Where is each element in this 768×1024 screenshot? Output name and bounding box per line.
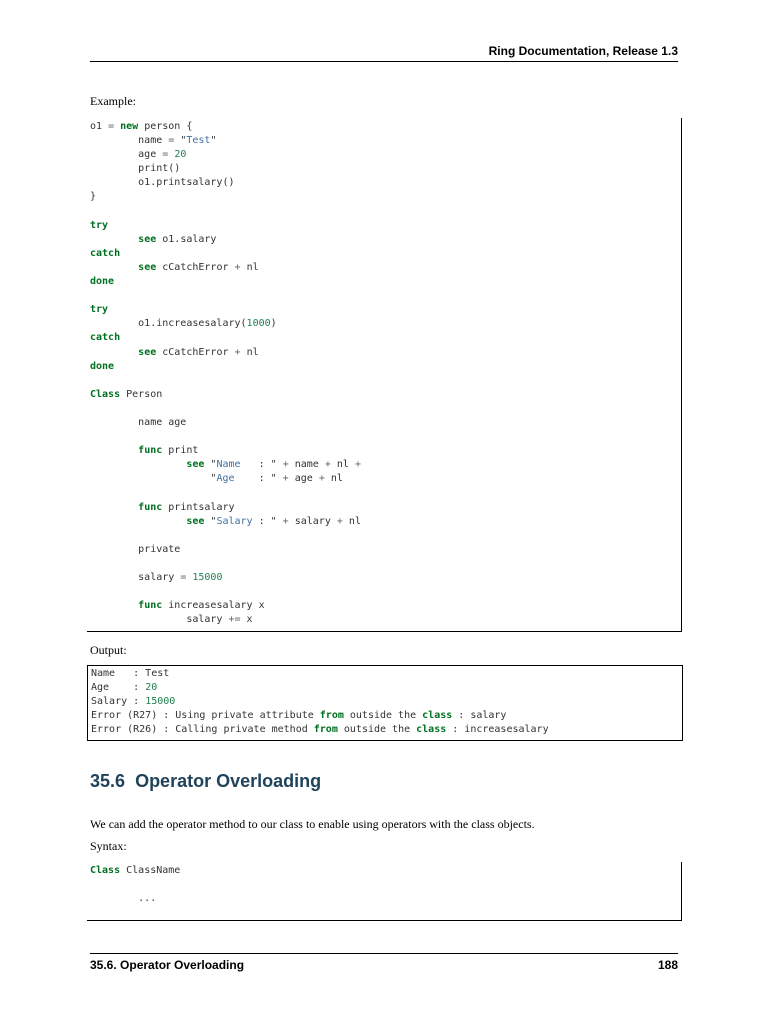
syntax-code: Class ClassName ... [90, 865, 181, 905]
example-code-block [87, 118, 682, 632]
section-paragraph: We can add the operator method to our class to enable using operators with the class objects. [90, 817, 535, 831]
footer-section: 35.6. Operator Overloading [90, 958, 245, 972]
section-title: Operator Overloading [135, 771, 322, 791]
header-rule [90, 61, 678, 62]
example-code: o1 = new person { name = "Test" age = 20 print() o1.printsalary() } try see o1.salary catch see cCatchError + nl done try o1.increasesalary(1000) catch see cCatchError + nl done Class Person name age func print see "Name : " + name + nl + "Age : " + age + nl func printsalary see "Salary : " + salary + nl private salary = 15000 func increasesalary x salary += x [90, 121, 361, 626]
example-label: Example: [90, 94, 136, 108]
section-heading [90, 771, 321, 792]
running-header: Ring Documentation, Release 1.3 [488, 44, 678, 58]
output-code: Name : Test Age : 20 Salary : 15000 Error (R27) : Using private attribute from outside the class : salary Error (R26) : Calling private method from outside the class : increasesalary [91, 668, 549, 736]
output-code-block [87, 665, 683, 741]
page-number: 188 [657, 958, 678, 972]
output-label: Output: [90, 643, 127, 657]
syntax-code-block [87, 862, 682, 921]
section-number: 35.6 [90, 771, 126, 791]
syntax-label: Syntax: [90, 839, 127, 853]
footer-rule [90, 953, 678, 954]
